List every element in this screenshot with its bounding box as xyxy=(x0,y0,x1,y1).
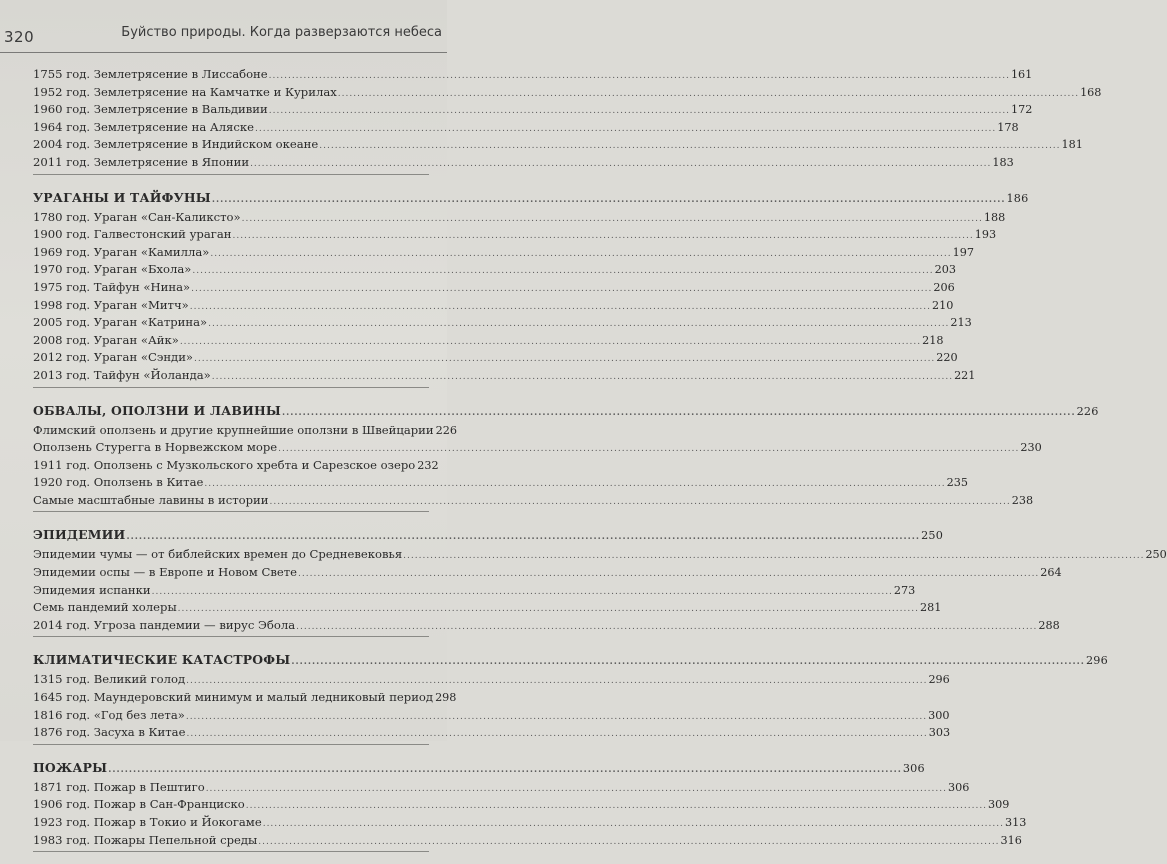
entry-page: 238 xyxy=(1011,493,1034,507)
dot-leader xyxy=(191,281,932,299)
dot-leader xyxy=(232,228,973,246)
section-divider xyxy=(33,174,429,175)
entry-page: 273 xyxy=(893,583,916,597)
dot-leader xyxy=(152,584,893,602)
entry-title: Эпидемии оспы — в Европе и Новом Свете xyxy=(33,565,298,580)
entry-page: 172 xyxy=(1011,103,1033,117)
section-title: КЛИМАТИЧЕСКИЕ КАТАСТРОФЫ xyxy=(33,652,291,668)
entry-page: 230 xyxy=(1020,441,1042,455)
dot-leader xyxy=(186,709,927,727)
toc-entry xyxy=(33,422,457,440)
entry-title: 1876 год. Засуха в Китае xyxy=(33,725,186,740)
entry-title: 1755 год. Землетрясение в Лиссабоне xyxy=(33,67,268,81)
entry-title: 2004 год. Землетрясение в Индийском океане xyxy=(33,137,319,152)
toc-section xyxy=(33,66,1102,175)
toc-entry xyxy=(33,367,976,385)
dot-leader xyxy=(108,759,902,781)
toc-section-heading xyxy=(33,524,944,546)
section-title: ОБВАЛЫ, ОПОЛЗНИ И ЛАВИНЫ xyxy=(33,402,281,418)
entry-title: Семь пандемий холеры xyxy=(33,600,177,615)
section-page: 226 xyxy=(1076,404,1099,418)
entry-title: 2013 год. Тайфун «Йоланда» xyxy=(33,367,211,382)
dot-leader xyxy=(282,402,1076,424)
toc-section-heading xyxy=(33,649,1108,671)
toc-entry xyxy=(33,226,997,244)
entry-title: Эпидемии чумы — от библейских времен до Средневековья xyxy=(33,547,403,562)
section-title: ПОЖАРЫ xyxy=(33,759,108,775)
entry-page: 220 xyxy=(936,351,958,365)
section-divider xyxy=(33,387,429,388)
section-title: УРАГАНЫ И ТАЙФУНЫ xyxy=(33,189,211,205)
toc-entry xyxy=(33,707,950,725)
toc-entry xyxy=(33,796,1010,814)
dot-leader xyxy=(258,834,999,852)
toc-section xyxy=(33,400,1099,513)
entry-page: 193 xyxy=(974,228,997,242)
dot-leader xyxy=(269,103,1010,121)
entry-title: 1315 год. Великий голод xyxy=(33,672,186,687)
entry-page: 226 xyxy=(435,423,457,437)
toc-entry xyxy=(33,314,972,332)
toc-entry xyxy=(33,101,1033,119)
entry-title: 2011 год. Землетрясение в Японии xyxy=(33,154,250,169)
toc-entry xyxy=(33,119,1019,137)
entry-title: Оползень Стурегга в Норвежском море xyxy=(33,440,278,455)
toc-entry xyxy=(33,564,1062,582)
entry-page: 218 xyxy=(922,333,944,347)
toc-entry xyxy=(33,332,944,350)
dot-leader xyxy=(192,263,933,281)
entry-page: 250 xyxy=(1145,548,1167,562)
dot-leader xyxy=(263,816,1004,834)
entry-title: 1964 год. Землетрясение на Аляске xyxy=(33,119,254,134)
entry-page: 288 xyxy=(1038,618,1060,632)
toc-entry xyxy=(33,546,1167,564)
toc-entry xyxy=(33,671,950,689)
entry-page: 235 xyxy=(946,476,968,490)
entry-title: 2012 год. Ураган «Сэнди» xyxy=(33,350,194,365)
section-divider xyxy=(33,851,429,852)
entry-title: 1998 год. Ураган «Митч» xyxy=(33,297,189,312)
entry-title: 1645 год. Маундеровский минимум и малый ледниковый период xyxy=(33,690,434,705)
entry-title: 1906 год. Пожар в Сан-Франциско xyxy=(33,797,245,812)
entry-title: 1816 год. «Год без лета» xyxy=(33,707,185,722)
dot-leader xyxy=(269,494,1010,512)
toc-entry xyxy=(33,349,958,367)
toc-section xyxy=(33,649,1108,744)
entry-title: 1900 год. Галвестонский ураган xyxy=(33,227,232,242)
entry-page: 281 xyxy=(919,601,942,615)
entry-page: 178 xyxy=(997,120,1019,134)
entry-title: 1780 год. Ураган «Сан-Каликсто» xyxy=(33,209,241,224)
toc-section-heading xyxy=(33,757,925,779)
dot-leader xyxy=(206,781,947,799)
entry-page: 197 xyxy=(952,245,974,259)
toc-entry xyxy=(33,599,942,617)
toc-entry xyxy=(33,279,955,297)
entry-title: 1969 год. Ураган «Камилла» xyxy=(33,244,210,259)
toc-entry xyxy=(33,66,1033,84)
section-page: 250 xyxy=(921,529,944,543)
toc-entry xyxy=(33,474,968,492)
entry-page: 161 xyxy=(1010,68,1033,81)
entry-page: 210 xyxy=(932,298,954,312)
dot-leader xyxy=(246,798,987,816)
entry-title: 1983 год. Пожары Пепельной среды xyxy=(33,832,258,847)
dot-leader xyxy=(298,566,1039,584)
dot-leader xyxy=(212,369,953,387)
section-divider xyxy=(33,511,429,512)
entry-page: 221 xyxy=(954,368,976,382)
dot-leader xyxy=(319,138,1060,156)
toc-entry xyxy=(33,84,1102,102)
entry-page: 306 xyxy=(947,780,970,794)
toc-entry xyxy=(33,439,1042,457)
entry-title: 1975 год. Тайфун «Нина» xyxy=(33,279,191,294)
dot-leader xyxy=(296,619,1037,637)
toc-entry xyxy=(33,261,957,279)
section-page: 296 xyxy=(1085,654,1108,668)
entry-title: 1952 год. Землетрясение на Камчатке и Курилах xyxy=(33,84,337,99)
toc-entry xyxy=(33,832,1022,850)
entry-title: 1970 год. Ураган «Бхола» xyxy=(33,262,192,277)
entry-title: Эпидемия испанки xyxy=(33,582,151,597)
entry-title: 1911 год. Оползень с Музкольского хребта и Сарезское озеро xyxy=(33,457,416,472)
toc-entry xyxy=(33,724,951,742)
toc-entry xyxy=(33,582,916,600)
section-page: 306 xyxy=(902,761,925,775)
toc-section xyxy=(33,187,1029,388)
toc-section-heading xyxy=(33,187,1029,209)
entry-title: Самые масштабные лавины в истории xyxy=(33,492,269,507)
entry-title: 1960 год. Землетрясение в Вальдивии xyxy=(33,102,268,117)
dot-leader xyxy=(338,86,1079,104)
header-rule xyxy=(0,52,447,53)
entry-title: 2014 год. Угроза пандемии — вирус Эбола xyxy=(33,617,296,632)
dot-leader xyxy=(242,211,983,229)
toc-section-heading xyxy=(33,400,1099,422)
entry-page: 203 xyxy=(934,263,957,277)
toc-entry xyxy=(33,689,457,707)
dot-leader xyxy=(269,68,1010,86)
section-divider xyxy=(33,636,429,637)
entry-page: 232 xyxy=(417,458,439,472)
entry-page: 316 xyxy=(1000,833,1022,847)
entry-page: 298 xyxy=(435,691,457,705)
dot-leader xyxy=(180,334,921,352)
toc-section xyxy=(33,524,1167,637)
dot-leader xyxy=(194,351,935,369)
page-header xyxy=(0,0,447,58)
dot-leader xyxy=(291,651,1085,673)
toc-section xyxy=(33,757,1027,852)
entry-page: 213 xyxy=(950,316,972,330)
dot-leader xyxy=(403,548,1144,566)
entry-title: 2005 год. Ураган «Катрина» xyxy=(33,315,208,330)
page-number: 320 xyxy=(4,28,35,46)
toc-entry xyxy=(33,136,1083,154)
entry-page: 313 xyxy=(1004,816,1027,829)
entry-page: 206 xyxy=(933,280,955,294)
entry-page: 303 xyxy=(928,726,951,740)
entry-page: 168 xyxy=(1080,85,1102,99)
toc-entry xyxy=(33,814,1027,832)
dot-leader xyxy=(255,121,996,139)
entry-title: 1920 год. Оползень в Китае xyxy=(33,475,204,490)
toc-entry xyxy=(33,154,1014,172)
dot-leader xyxy=(190,299,931,317)
entry-page: 296 xyxy=(928,673,950,687)
toc-entry xyxy=(33,457,439,475)
dot-leader xyxy=(250,156,991,174)
entry-title: 1923 год. Пожар в Токио и Йокогаме xyxy=(33,815,262,829)
dot-leader xyxy=(210,246,951,264)
toc-entry xyxy=(33,209,1006,227)
dot-leader xyxy=(208,316,949,334)
toc-entry xyxy=(33,779,970,797)
entry-page: 183 xyxy=(992,155,1014,169)
entry-page: 264 xyxy=(1040,566,1062,580)
dot-leader xyxy=(204,476,945,494)
dot-leader xyxy=(186,726,927,744)
entry-page: 181 xyxy=(1061,138,1083,152)
section-page: 186 xyxy=(1006,191,1029,205)
section-title: ЭПИДЕМИИ xyxy=(33,527,126,543)
dot-leader xyxy=(212,189,1006,211)
entry-title: 1871 год. Пожар в Пештиго xyxy=(33,779,205,794)
toc-entry xyxy=(33,297,954,315)
toc-entry xyxy=(33,617,1060,635)
running-title: Буйство природы. Когда разверзаются небеса xyxy=(121,25,442,40)
entry-title: Флимский оползень и другие крупнейшие оползни в Швейцарии xyxy=(33,422,434,437)
dot-leader xyxy=(126,526,920,548)
table-of-contents xyxy=(33,66,1167,864)
entry-page: 188 xyxy=(983,210,1006,224)
toc-entry xyxy=(33,244,974,262)
section-divider xyxy=(33,744,429,745)
toc-entry xyxy=(33,492,1034,510)
entry-title: 2008 год. Ураган «Айк» xyxy=(33,332,179,347)
entry-page: 309 xyxy=(988,798,1010,812)
entry-page: 300 xyxy=(928,708,950,722)
